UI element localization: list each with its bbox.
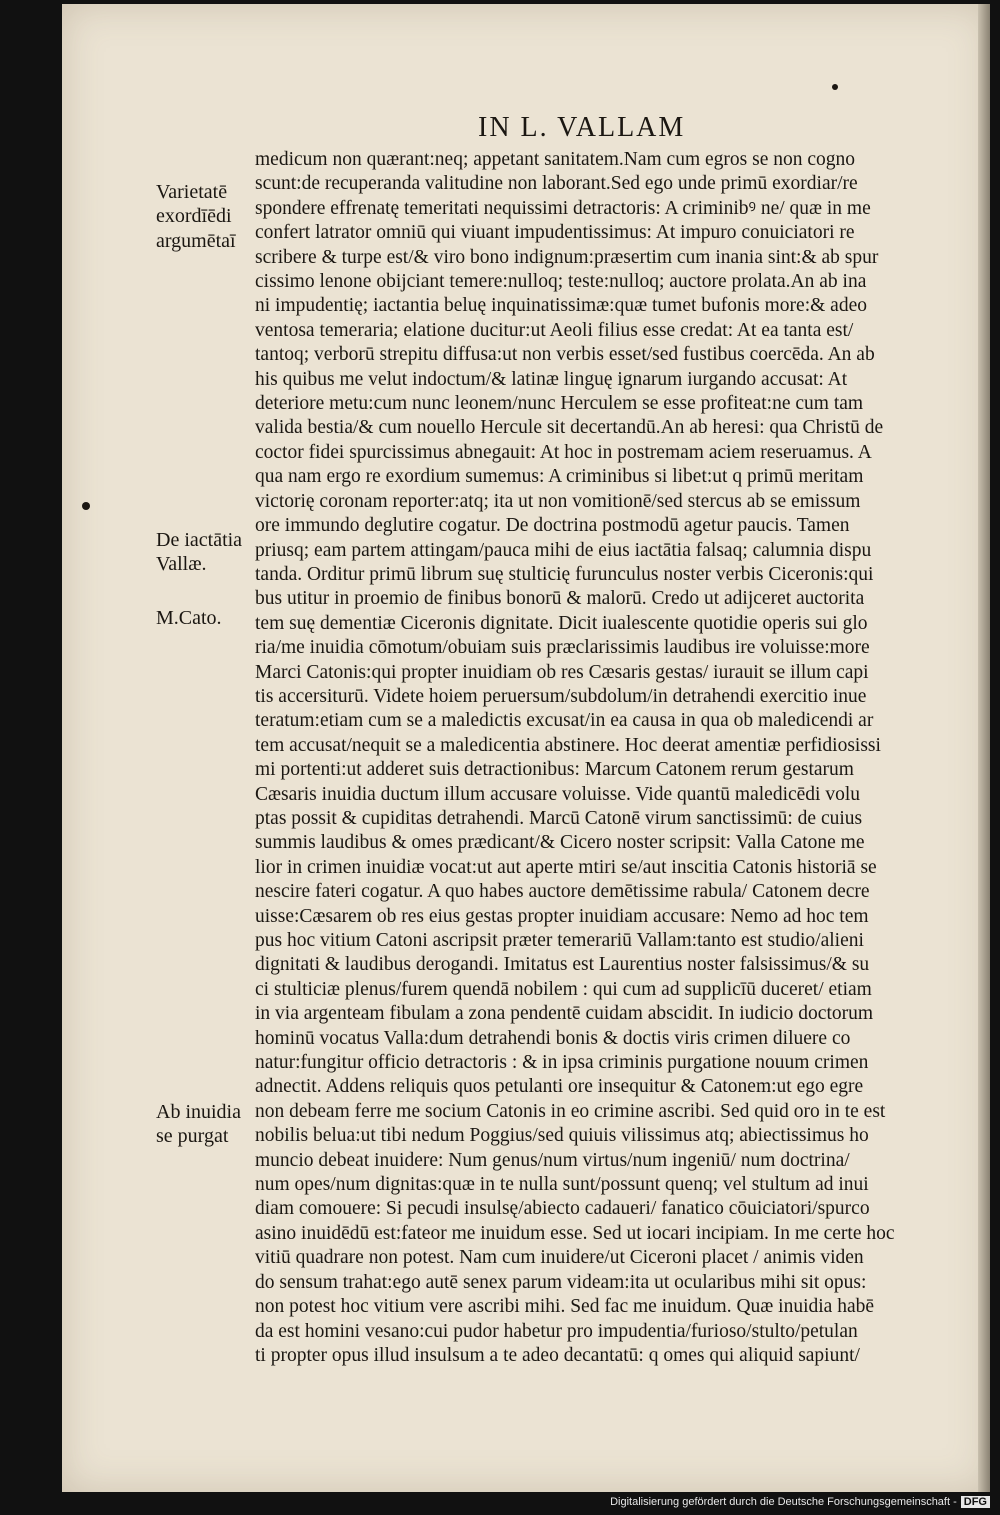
text-line: priusq; eam partem attingam/pauca mihi de eius iactātia falsaq; calumnia dispu: [255, 539, 872, 561]
text-line: hominū vocatus Valla:dum detrahendi bonis & doctis viris crimen diluere co: [255, 1027, 851, 1049]
running-head: IN L. VALLAM: [478, 112, 686, 143]
text-line: teratum:etiam cum se a maledictis excusat/in ea causa in qua ob maledicendi ar: [255, 710, 874, 732]
text-line: dignitati & laudibus derogandi. Imitatus est Laurentius noster falsissimus/& su: [255, 954, 870, 976]
text-line: nescire fateri cogatur. A quo habes auctore demētissime rabula/ Catonem decre: [255, 881, 870, 903]
text-line: tem suę dementiæ Ciceronis dignitate. Dicit iualescente quotidie operis sui glo: [255, 612, 868, 634]
text-line: in via argenteam fibulam a zona pendentē cuidam abscidit. In iudicio doctorum: [255, 1003, 874, 1025]
ink-spot: [832, 84, 838, 90]
main-text-block: [255, 148, 917, 1368]
margin-note-line: Varietatē: [156, 182, 228, 203]
text-line: tem accusat/nequit se a maledicentia abstinere. Hoc deerat amentiæ perfidiosissi: [255, 734, 881, 756]
text-line: summis laudibus & omes prædicant/& Cicero noster scripsit: Valla Catone me: [255, 832, 865, 854]
text-line: victorię coronam reporter:atq; ita ut non vomitionē/sed stercus ab se emissum: [255, 490, 861, 512]
text-line: ria/me inuidia cōmotum/obuiam suis præclarissimis laudibus ire voluisse:more: [255, 637, 870, 659]
text-line: ti propter opus illud insulsum a te adeo decantatū: q omes qui aliquid sapiunt/: [255, 1344, 860, 1366]
text-line: uisse:Cæsarem ob res eius gestas propter inuidiam accusare: Nemo ad hoc tem: [255, 905, 869, 927]
text-line: valida bestia/& cum nouello Hercule sit decertandū.An ab heresi: qua Christū de: [255, 417, 884, 439]
text-line: lior in crimen inuidiæ vocat:ut aut aperte mtiri se/aut inscitia Catonis historiā se: [255, 856, 877, 878]
text-line: deteriore metu:cum nunc leonem/nunc Herculem se esse profiteat:ne cum tam: [255, 393, 864, 415]
text-line: natur:fungitur officio detractoris : & in ipsa criminis purgatione nouum crimen: [255, 1052, 869, 1074]
text-line: Marci Catonis:qui propter inuidiam ob res Cæsaris gestas/ iurauit se illum capi: [255, 661, 869, 683]
text-line: muncio debeat inuidere: Num genus/num virtus/num ingeniū/ num doctrina/: [255, 1149, 850, 1171]
digitization-credit: [600, 1496, 990, 1512]
page-edge: [978, 4, 990, 1492]
text-line: ci stulticiæ plenus/furem quendā nobilem : qui cum ad supplicīū duceret/ etiam: [255, 978, 872, 1000]
text-line: spondere effrenatę temeritati nequissimi detractoris: A criminibꝰ ne/ quæ in me: [255, 197, 871, 219]
text-line: non potest hoc vitium vere ascribi mihi. Sed fac me inuidum. Quæ inuidia habē: [255, 1296, 875, 1318]
credit-text: Digitalisierung gefördert durch die Deutsche Forschungsgemeinschaft -: [610, 1496, 957, 1508]
ink-spot: [82, 502, 90, 510]
margin-note-line: Ab inuidia: [156, 1102, 241, 1123]
text-line: ventosa temeraria; elatione ducitur:ut Aeoli filius esse credat: At ea tanta est/: [255, 319, 854, 341]
text-line: tanda. Orditur primū librum suę stulticię furunculus noster verbis Ciceronis:qui: [255, 563, 874, 585]
text-line: medicum non quærant:neq; appetant sanitatem.Nam cum egros se non cogno: [255, 149, 856, 170]
margin-note-line: M.Cato.: [156, 608, 222, 629]
text-line: cissimo lenone obijciant temere:nulloq; teste:nulloq; auctore prolata.An ab ina: [255, 271, 867, 293]
margin-note-line: Vallæ.: [156, 554, 207, 576]
text-line: scunt:de recuperanda valitudine non laborant.Sed ego unde primū exordiar/re: [255, 173, 858, 195]
text-line: qua nam ergo re exordium sumemus: A criminibus si libet:ut q primū meritam: [255, 466, 864, 488]
text-line: coctor fidei spurcissimus abnegauit: At hoc in postremam aciem reseruamus. A: [255, 441, 872, 463]
text-line: tis accersiturū. Videte hoiem peruersum/subdolum/in detrahendi exercitio inue: [255, 685, 867, 707]
text-line: tantoq; verborū strepitu diffusa:ut non verbis esset/sed fustibus coercēda. An ab: [255, 344, 875, 366]
text-line: scribere & turpe est/& viro bono indignum:præsertim cum inania sint:& ab spur: [255, 246, 879, 268]
text-line: non debeam ferre me socium Catonis in eo crimine ascribi. Sed quid oro in te est: [255, 1100, 886, 1122]
text-line: confert latrator omniū qui viuant impudentissimus: At impuro conuiciatori re: [255, 222, 855, 244]
margin-note-line: exordīēdi: [156, 206, 232, 228]
dfg-logo: DFG: [961, 1496, 990, 1508]
margin-note-line: se purgat: [156, 1126, 229, 1148]
text-line: asino inuidēdū est:fateor me inuidum esse. Sed ut iocari incipiam. In me certe hoc: [255, 1222, 895, 1244]
text-line: bus utitur in proemio de finibus bonorū & malorū. Credo ut adijceret auctorita: [255, 588, 865, 610]
text-line: vitiū quadrare non potest. Nam cum inuidere/ut Ciceroni placet / animis viden: [255, 1247, 864, 1269]
text-line: adnectit. Addens reliquis quos petulanti ore insequitur & Catonem:ut ego egre: [255, 1076, 864, 1098]
text-line: Cæsaris inuidia ductum illum accusare voluisse. Vide quantū maledicēdi volu: [255, 783, 861, 805]
text-line: diam comouere: Si pecudi insulsę/abiecto cadaueri/ fanatico cōuiciatori/spurco: [255, 1198, 870, 1220]
text-line: nobilis belua:ut tibi nedum Poggius/sed quiuis vilissimus atq; abiectissimus ho: [255, 1125, 869, 1147]
text-line: his quibus me velut indoctum/& latinæ linguę ignarum iurgando accusat: At: [255, 368, 848, 390]
text-line: ptas possit & cupiditas detrahendi. Marcū Catonē virum sanctissimū: de cuius: [255, 807, 863, 829]
text-line: ore immundo deglutire cogatur. De doctrina postmodū agetur paucis. Tamen: [255, 515, 850, 537]
text-line: do sensum trahat:ego autē senex parum videam:ita ut ocularibus mihi sit opus:: [255, 1271, 867, 1293]
text-line: ni impudentię; iactantia beluę inquinatissimæ:quæ tumet bufonis more:& adeo: [255, 295, 867, 317]
text-line: mi portenti:ut adderet suis detractionibus: Marcum Catonem rerum gestarum: [255, 759, 854, 781]
margin-note-line: argumētaī: [156, 230, 236, 252]
margin-note-line: De iactātia: [156, 530, 243, 551]
text-line: da est homini vesano:cui pudor habetur pro impudentia/furioso/stulto/petulan: [255, 1320, 858, 1342]
text-line: num opes/num dignitas:quæ in te nulla sunt/possunt quenq; vel stultum ad inui: [255, 1174, 869, 1196]
text-line: pus hoc vitium Catoni ascripsit præter temerariū Vallam:tanto est studio/alieni: [255, 930, 864, 951]
